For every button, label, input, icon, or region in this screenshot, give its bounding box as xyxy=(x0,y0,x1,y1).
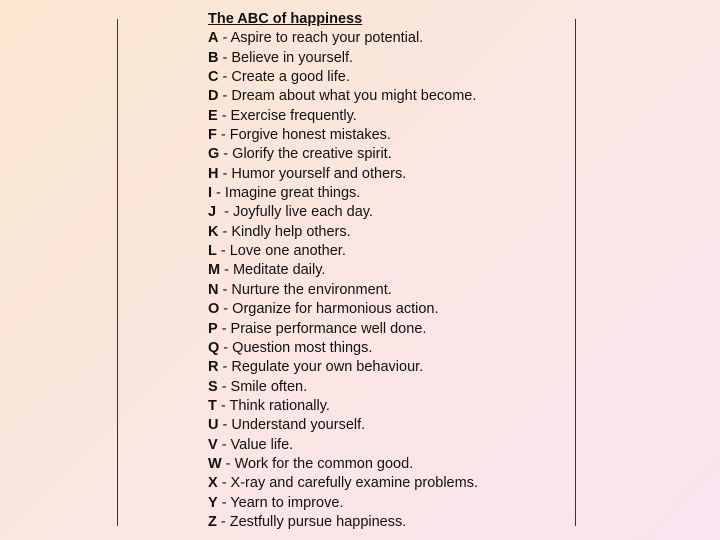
content-block xyxy=(208,10,568,532)
item-text: - Value life. xyxy=(217,436,294,453)
item-text: - Create a good life. xyxy=(218,69,350,86)
list-item xyxy=(208,29,568,48)
item-letter: I xyxy=(208,185,213,202)
item-text: - Joyfully live each day. xyxy=(216,204,373,221)
list-item xyxy=(208,320,568,339)
item-letter: S xyxy=(208,378,218,395)
item-letter: E xyxy=(208,107,218,124)
item-text: - Think rationally. xyxy=(216,397,330,414)
list-item xyxy=(208,87,568,106)
item-letter: Y xyxy=(208,494,218,511)
right-divider-line xyxy=(575,19,576,526)
item-text: - Regulate your own behaviour. xyxy=(218,359,424,376)
item-text: - Humor yourself and others. xyxy=(218,165,407,182)
item-letter: M xyxy=(208,262,221,279)
item-letter: G xyxy=(208,146,220,163)
list-item xyxy=(208,494,568,513)
list-item xyxy=(208,339,568,358)
list-item xyxy=(208,145,568,164)
item-letter: P xyxy=(208,320,218,337)
item-letter: T xyxy=(208,397,217,414)
item-letter: R xyxy=(208,359,219,376)
item-letter: D xyxy=(208,88,219,105)
item-text: - Kindly help others. xyxy=(218,223,351,240)
list-item xyxy=(208,223,568,242)
item-letter: F xyxy=(208,127,217,144)
item-text: - Yearn to improve. xyxy=(217,494,344,511)
item-text: - Aspire to reach your potential. xyxy=(218,30,424,47)
item-letter: O xyxy=(208,301,220,318)
item-text: - Exercise frequently. xyxy=(217,107,357,124)
list-item xyxy=(208,397,568,416)
item-text: - Believe in yourself. xyxy=(218,49,354,66)
list-item xyxy=(208,184,568,203)
item-text: - Work for the common good. xyxy=(221,455,414,472)
item-text: - Smile often. xyxy=(217,378,308,395)
item-letter: W xyxy=(208,455,222,472)
item-letter: B xyxy=(208,49,219,66)
list-item xyxy=(208,378,568,397)
list-item xyxy=(208,436,568,455)
item-text: - Understand yourself. xyxy=(218,417,366,434)
item-letter: V xyxy=(208,436,218,453)
list-item xyxy=(208,68,568,87)
list-item xyxy=(208,300,568,319)
page-title: The ABC of happiness xyxy=(208,11,363,27)
item-text: - Organize for harmonious action. xyxy=(219,301,439,318)
list-item xyxy=(208,242,568,261)
item-letter: A xyxy=(208,30,219,47)
item-letter: Z xyxy=(208,513,217,530)
item-text: - X-ray and carefully examine problems. xyxy=(217,475,478,492)
item-letter: Q xyxy=(208,339,220,356)
list-item xyxy=(208,107,568,126)
list-item xyxy=(208,281,568,300)
item-text: - Nurture the environment. xyxy=(218,281,392,298)
item-text: - Meditate daily. xyxy=(220,262,326,279)
item-letter: H xyxy=(208,165,219,182)
item-text: - Forgive honest mistakes. xyxy=(216,127,391,144)
item-text: - Question most things. xyxy=(219,339,373,356)
list-item xyxy=(208,261,568,280)
item-letter: C xyxy=(208,69,219,86)
left-divider-line xyxy=(117,19,118,526)
item-letter: J xyxy=(208,204,217,221)
item-text: - Love one another. xyxy=(216,243,346,260)
list-item xyxy=(208,513,568,532)
item-letter: U xyxy=(208,417,219,434)
item-letter: X xyxy=(208,475,218,492)
item-letter: L xyxy=(208,243,217,260)
list-item xyxy=(208,455,568,474)
item-text: - Praise performance well done. xyxy=(217,320,427,337)
list-item xyxy=(208,49,568,68)
list-item xyxy=(208,203,568,222)
item-text: - Imagine great things. xyxy=(212,185,361,202)
item-text: - Zestfully pursue happiness. xyxy=(216,513,407,530)
item-letter: N xyxy=(208,281,219,298)
abc-list xyxy=(208,29,568,532)
item-text: - Dream about what you might become. xyxy=(218,88,477,105)
list-item xyxy=(208,474,568,493)
list-item xyxy=(208,126,568,145)
list-item xyxy=(208,416,568,435)
item-text: - Glorify the creative spirit. xyxy=(219,146,392,163)
list-item xyxy=(208,358,568,377)
list-item xyxy=(208,165,568,184)
item-letter: K xyxy=(208,223,219,240)
